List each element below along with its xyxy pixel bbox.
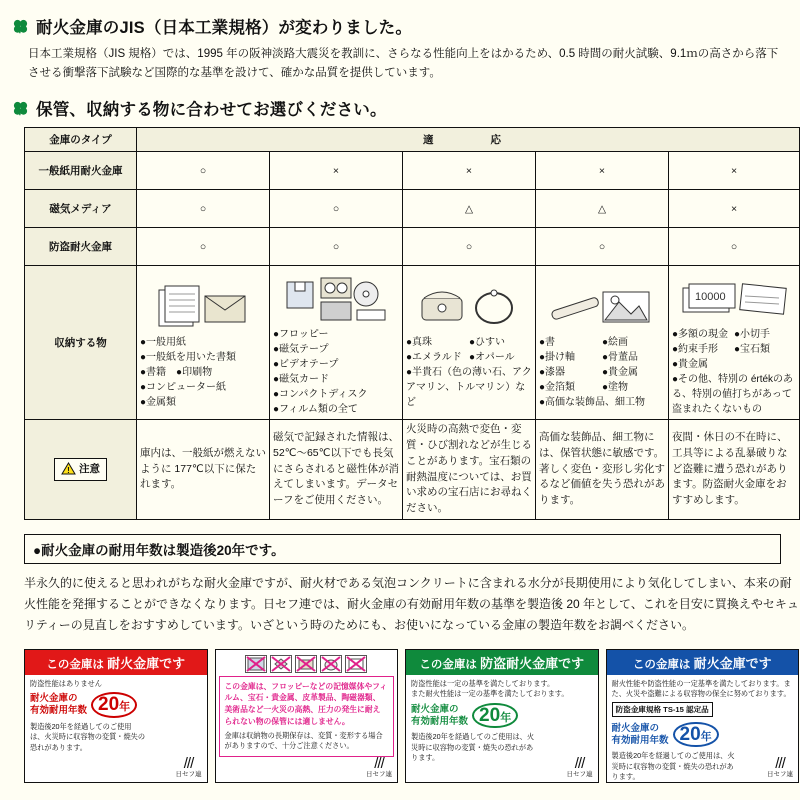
card-header — [406, 650, 597, 675]
mark-cell: ○ — [270, 190, 403, 228]
section2-title: 保管、収納する物に合わせてお選びください。 — [36, 101, 387, 120]
items-row — [25, 266, 800, 420]
list-item: ●半貴石（色の薄い石、アクアマリン、トルマリン）など — [406, 366, 532, 408]
section3-title: ●耐火金庫の耐用年数は製造後20年です。 — [24, 534, 781, 564]
card-body — [607, 675, 798, 782]
warning-badge — [54, 458, 107, 480]
card-header-prefix: この金庫は — [419, 658, 477, 671]
mark-cell: × — [669, 190, 800, 228]
cash-items — [672, 327, 796, 417]
section1-title: 耐火金庫のJIS（日本工業規格）が変わりました。 — [36, 19, 413, 37]
note-cell: 庫内は、一般紙が燃えないように 177℃以下に保たれます。 — [137, 420, 270, 520]
logo-text: 日セフ連 — [767, 770, 793, 778]
items-cell-media — [270, 266, 403, 420]
mark-cell: △ — [403, 190, 536, 228]
notes-row — [25, 420, 800, 520]
items-cell-gems — [403, 266, 536, 420]
nisefuren-logo — [366, 756, 392, 778]
cash-illustration — [672, 268, 796, 324]
section2-heading-row — [12, 96, 788, 120]
list-item: ●骨董品 — [602, 351, 639, 363]
card-header — [25, 650, 207, 675]
clover-icon — [12, 18, 29, 35]
mark-cell: × — [270, 152, 403, 190]
svg-text:10000: 10000 — [695, 291, 726, 304]
logo-mark: /// — [775, 754, 785, 772]
mark-cell: ○ — [137, 228, 270, 266]
list-item: ●エメラルド — [406, 351, 462, 363]
table-row — [25, 228, 800, 266]
years-number — [673, 722, 719, 748]
card-body — [406, 675, 597, 782]
years-label-line1: 耐火金庫の — [611, 722, 660, 734]
card-body — [25, 675, 207, 782]
note-cell: 高価な装飾品、細工物には、保管状態に敏感です。著しく変色・変形し劣化するなど価値を失う恐れがあります。 — [536, 420, 669, 520]
list-item: ●宝石類 — [734, 344, 771, 356]
years-block — [30, 692, 202, 718]
mark-cell: × — [669, 152, 800, 190]
years-label — [612, 723, 669, 747]
list-item: ●フィルム類の全て — [273, 404, 358, 416]
note-cell: 磁気で記録された情報は、52℃～65℃以下でも長気にさらされると磁性体が消えてしまいます。データセーフをご使用ください。 — [270, 420, 403, 520]
card-header-prefix: この金庫は — [46, 658, 104, 671]
svg-text:!: ! — [67, 465, 70, 475]
years-label — [411, 704, 468, 728]
list-item: ●約束手形 — [672, 344, 719, 356]
card-note: 製造後20年を経過してのご使用は、火災時に収容物の変質・焼失の恐れがあります。 — [30, 722, 146, 752]
list-item: ●高価な装飾品、細工物 — [539, 396, 646, 408]
list-item: ●貴金属 — [602, 366, 639, 378]
card-line2: また耐火性能は一定の基準を満たしております。 — [411, 689, 569, 699]
row-label: 一般紙用耐火金庫 — [25, 152, 137, 190]
nisefuren-logo — [567, 756, 593, 778]
warning-triangle-icon — [61, 462, 76, 478]
list-item: ●オパール — [469, 351, 515, 363]
list-item: ●掛け軸 — [539, 351, 576, 363]
mark-cell: ○ — [403, 228, 536, 266]
list-item: ●コンパクトディスク — [273, 389, 368, 401]
list-item: ●多額の現金 — [672, 329, 729, 341]
card-header-prefix: この金庫は — [632, 658, 691, 671]
card-note: 製造後20年を経過してのご使用は、火災時に収容物の変質・焼失の恐れがあります。 — [411, 732, 535, 763]
years-number — [472, 703, 518, 729]
card-line1: 耐火性能や防盗性能の一定基準を満たしております。また、火災や盗難による収容物の保全に努めております。 — [611, 678, 791, 699]
list-item: ●一般紙を用いた書類 — [140, 351, 237, 363]
items-cell-art — [536, 266, 669, 420]
card-header — [607, 650, 798, 675]
list-item: ●その他、特別の értékのある、特別の値打ちがあって盗まれたくないもの — [672, 374, 794, 416]
ceramic-prohibited-icon — [320, 655, 342, 673]
warning-label: 注意 — [79, 463, 100, 476]
mark-cell: × — [403, 152, 536, 190]
card-certified-fire-safe — [606, 649, 799, 783]
card-line1: 防盗性能は一定の基準を満たしております。 — [411, 678, 555, 688]
years-unit: 年 — [500, 711, 512, 724]
mark-cell: ○ — [270, 228, 403, 266]
section1-heading-row — [12, 14, 788, 38]
years-unit: 年 — [700, 730, 712, 743]
years-label-line2: 有効耐用年数 — [411, 715, 469, 727]
header-type: 金庫のタイプ — [25, 128, 137, 152]
card-line1: 防盗性能はありません — [30, 678, 102, 688]
list-item: ●ひすい — [469, 336, 506, 348]
list-item: ●磁気テープ — [273, 344, 329, 356]
table-row — [25, 152, 800, 190]
card-fire-safe — [24, 649, 208, 783]
clover-icon — [12, 100, 29, 117]
table-row — [25, 190, 800, 228]
mark-cell: ○ — [669, 228, 800, 266]
compatibility-table — [24, 127, 800, 520]
card-note: 製造後20年を経過してのご使用は、火災時に収容物の変質・焼失の恐れがあります。 — [611, 751, 735, 782]
section3-body: 半永久的に使えると思われがちな耐火金庫ですが、耐火材である気泡コンクリートに含まれる水分が長期使用により気化してしまい、本来の耐火性能を発揮することができなくなります。日セフ連では、耐火金庫の有効耐用年数の基準を製造後 20 年として、これを目安に買換えやセキュリティーの見直しをおすすめしています。いざという時のためにも、お使いになっている金庫の製造年数をお調べください。 — [24, 575, 799, 632]
list-item: ●一般用紙 — [140, 336, 187, 348]
logo-text: 日セフ連 — [175, 770, 202, 778]
list-item: ●絵画 — [602, 336, 629, 348]
list-item: ●コンピューター紙 — [140, 381, 227, 393]
art-illustration — [539, 276, 665, 332]
paper-items — [140, 335, 266, 410]
header-fit: 適 応 — [137, 128, 800, 152]
mark-cell: △ — [536, 190, 669, 228]
label-cards — [24, 649, 799, 783]
section3 — [24, 534, 799, 636]
list-item: ●フロッピー — [273, 329, 329, 341]
media-items — [273, 327, 399, 417]
list-item: ●塗物 — [602, 381, 629, 393]
items-cell-paper — [137, 266, 270, 420]
note-cell: 火災時の高熱で変色・変質・ひび割れなどが生じることがあります。宝石類の耐熱温度については、お買い求めの宝石店にお尋ねください。 — [403, 420, 536, 520]
logo-mark: /// — [574, 754, 585, 772]
leather-prohibited-icon — [295, 655, 317, 673]
years-value: 20 — [479, 704, 501, 726]
list-item: ●金属類 — [140, 396, 177, 408]
mark-cell: ○ — [536, 228, 669, 266]
certification-badge: 防盗金庫規格 TS-15 認定品 — [612, 702, 713, 717]
card-body — [216, 650, 398, 778]
years-label-line1: 耐火金庫の — [411, 703, 459, 715]
list-item: ●貴金属 — [672, 359, 709, 371]
list-item: ●小切手 — [734, 329, 771, 341]
nisefuren-logo — [767, 756, 793, 778]
mark-cell: × — [536, 152, 669, 190]
paper-illustration — [140, 276, 266, 332]
list-item: ●漆器 — [539, 366, 566, 378]
card-inner — [219, 676, 395, 757]
row-label: 防盗耐火金庫 — [25, 228, 137, 266]
gems-items — [406, 335, 532, 410]
years-label-line1: 耐火金庫の — [30, 693, 78, 705]
logo-text: 日セフ連 — [366, 770, 393, 778]
years-label-line2: 有効耐用年数 — [611, 734, 669, 746]
years-label-line2: 有効耐用年数 — [30, 705, 88, 717]
years-block — [612, 722, 793, 748]
items-row-label: 収納する物 — [25, 266, 137, 420]
years-value: 20 — [98, 694, 120, 716]
mark-cell: ○ — [137, 190, 270, 228]
card-caution-media — [215, 649, 399, 783]
years-label — [30, 693, 87, 717]
list-item: ●金箔類 — [539, 381, 576, 393]
media-illustration — [273, 268, 399, 324]
logo-mark: /// — [374, 754, 384, 772]
prohibited-icons — [219, 653, 395, 676]
list-item: ●ビデオテープ — [273, 359, 339, 371]
art-prohibited-icon — [345, 655, 367, 673]
card-title: この金庫は、フロッピーなどの記憶媒体やフィルム、宝石・貴金属、皮革製品、陶磁器類、美術品など一火災の高熱、圧力の発生に耐えられない物の保管には適しません。 — [224, 681, 388, 726]
list-item: ●磁気カード — [273, 374, 330, 386]
section1-lead: 日本工業規格（JIS 規格）では、1995 年の阪神淡路大震災を教訓に、さらなる性能向上をはかるため、0.5 時間の耐火試験、9.1ｍの高さから落下させる衝撃落下試験など国際的な基準を設けて、確かな品質を提供しています。 — [28, 48, 779, 79]
card-header-strong: 防盗耐火金庫です — [480, 655, 585, 671]
note-cell: 夜間・休日の不在時に、工具等による乱暴破りなど盗難に遭う恐れがあります。防盗耐火金庫をおすすめします。 — [669, 420, 800, 520]
floppy-prohibited-icon — [245, 655, 267, 673]
years-number — [91, 692, 137, 718]
list-item: ●書 — [539, 336, 556, 348]
list-item: ●真珠 — [406, 336, 433, 348]
items-cell-cash — [669, 266, 800, 420]
gem-prohibited-icon — [270, 655, 292, 673]
table-header-row — [25, 128, 800, 152]
nisefuren-logo — [176, 756, 202, 778]
card-header-strong: 耐火金庫です — [693, 655, 772, 671]
row-label: 磁気メディア — [25, 190, 137, 228]
logo-mark: /// — [183, 754, 194, 772]
card-antitheft-fire-safe — [405, 649, 598, 783]
years-unit: 年 — [119, 701, 131, 714]
years-block — [411, 703, 592, 729]
gems-illustration — [406, 276, 532, 332]
years-value: 20 — [679, 723, 701, 745]
mark-cell: ○ — [137, 152, 270, 190]
warning-label-cell — [25, 420, 137, 520]
list-item: ●書籍 ●印刷物 — [140, 366, 213, 378]
logo-text: 日セフ連 — [566, 770, 593, 778]
card-header-strong: 耐火金庫です — [107, 655, 186, 671]
art-items — [539, 335, 665, 410]
card-note: 金庫は収納物の長期保存は、変質・変形する場合がありますので、十分ご注意ください。 — [224, 730, 383, 751]
